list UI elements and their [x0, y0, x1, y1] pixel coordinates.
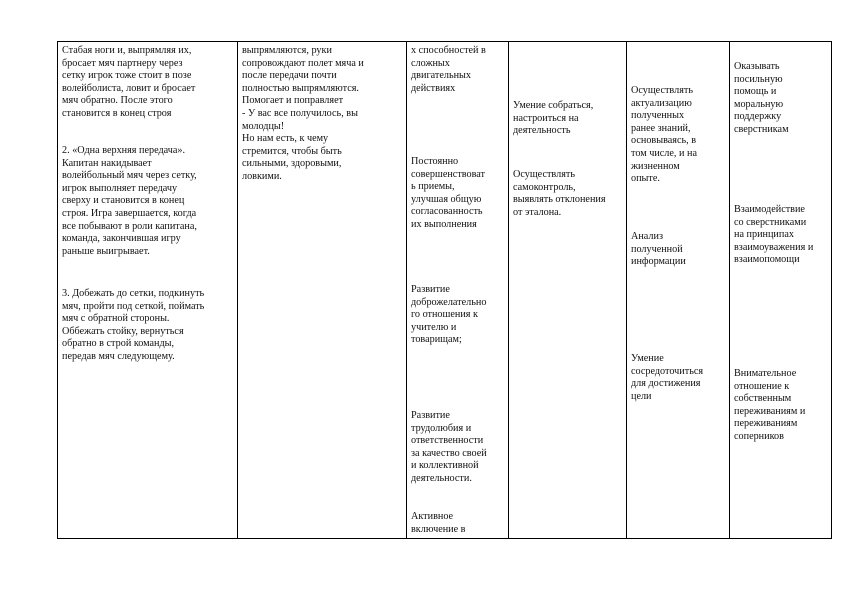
- column-teacher-actions: [238, 42, 407, 538]
- column-personal-results: [407, 42, 509, 538]
- cognitive-result-3: Умение сосредоточиться для достижения цели: [631, 353, 704, 402]
- column-regulatory-results: [509, 42, 627, 538]
- communicative-result-3: Внимательное отношение к собственным переживаниям и переживаниям соперников: [734, 368, 806, 442]
- personal-result-3: Развитие доброжелательно го отношения к учителю и товарищам;: [411, 284, 487, 346]
- regulatory-result-2: Осуществлять самоконтроль, выявлять отклонения от эталона.: [513, 169, 606, 218]
- personal-result-2: Постоянно совершенствоват ь приемы, улучшая общую согласованность их выполнения: [411, 156, 485, 230]
- exercise-text-1: Стабая ноги и, выпрямляя их, бросает мяч партнеру через сетку игрок тоже стоит в позе волейболиста, ловит и бросает мяч обратно. После этого становится в конец строя: [62, 45, 196, 119]
- lesson-plan-table: [57, 41, 832, 539]
- column-exercises: [58, 42, 238, 538]
- teacher-text: выпрямляются, руки сопровождают полет мяча и после передачи почти полностью выпрямляются. Помогает и поправляет - У вас все получилось, вы молодцы! Но нам есть, к чему стремится, чтобы быть сильными, здоровыми, ловкими.: [242, 45, 364, 182]
- communicative-result-2: Взаимодействие со сверстниками на принципах взаимоуважения и взаимопомощи: [734, 204, 814, 266]
- column-cognitive-results: [627, 42, 730, 538]
- cognitive-result-1: Осуществлять актуализацию полученных ранее знаний, основываясь, в том числе, и на жизненном опыте.: [631, 85, 697, 185]
- exercise-text-3: 3. Добежать до сетки, подкинуть мяч, пройти под сеткой, поймать мяч с обратной стороны. Оббежать стойку, вернуться обратно в строй команды, передав мяч следующему.: [62, 288, 205, 362]
- column-communicative-results: [730, 42, 833, 538]
- regulatory-result-1: Умение собраться, настроиться на деятельность: [513, 100, 594, 137]
- personal-result-4: Развитие трудолюбия и ответственности за качество своей и коллективной деятельности.: [411, 410, 487, 484]
- personal-result-1: х способностей в сложных двигательных действиях: [411, 45, 486, 94]
- exercise-text-2: 2. «Одна верхняя передача». Капитан накидывает волейбольный мяч через сетку, игрок выполняет передачу сверху и становится в конец строя. Игра завершается, когда все побывают в роли капитана, команда, закончившая игру раньше выигрывает.: [62, 145, 197, 257]
- communicative-result-1: Оказывать посильную помощь и моральную поддержку сверстникам: [734, 61, 789, 135]
- cognitive-result-2: Анализ полученной информации: [631, 231, 686, 268]
- personal-result-5: Активное включение в: [411, 511, 466, 535]
